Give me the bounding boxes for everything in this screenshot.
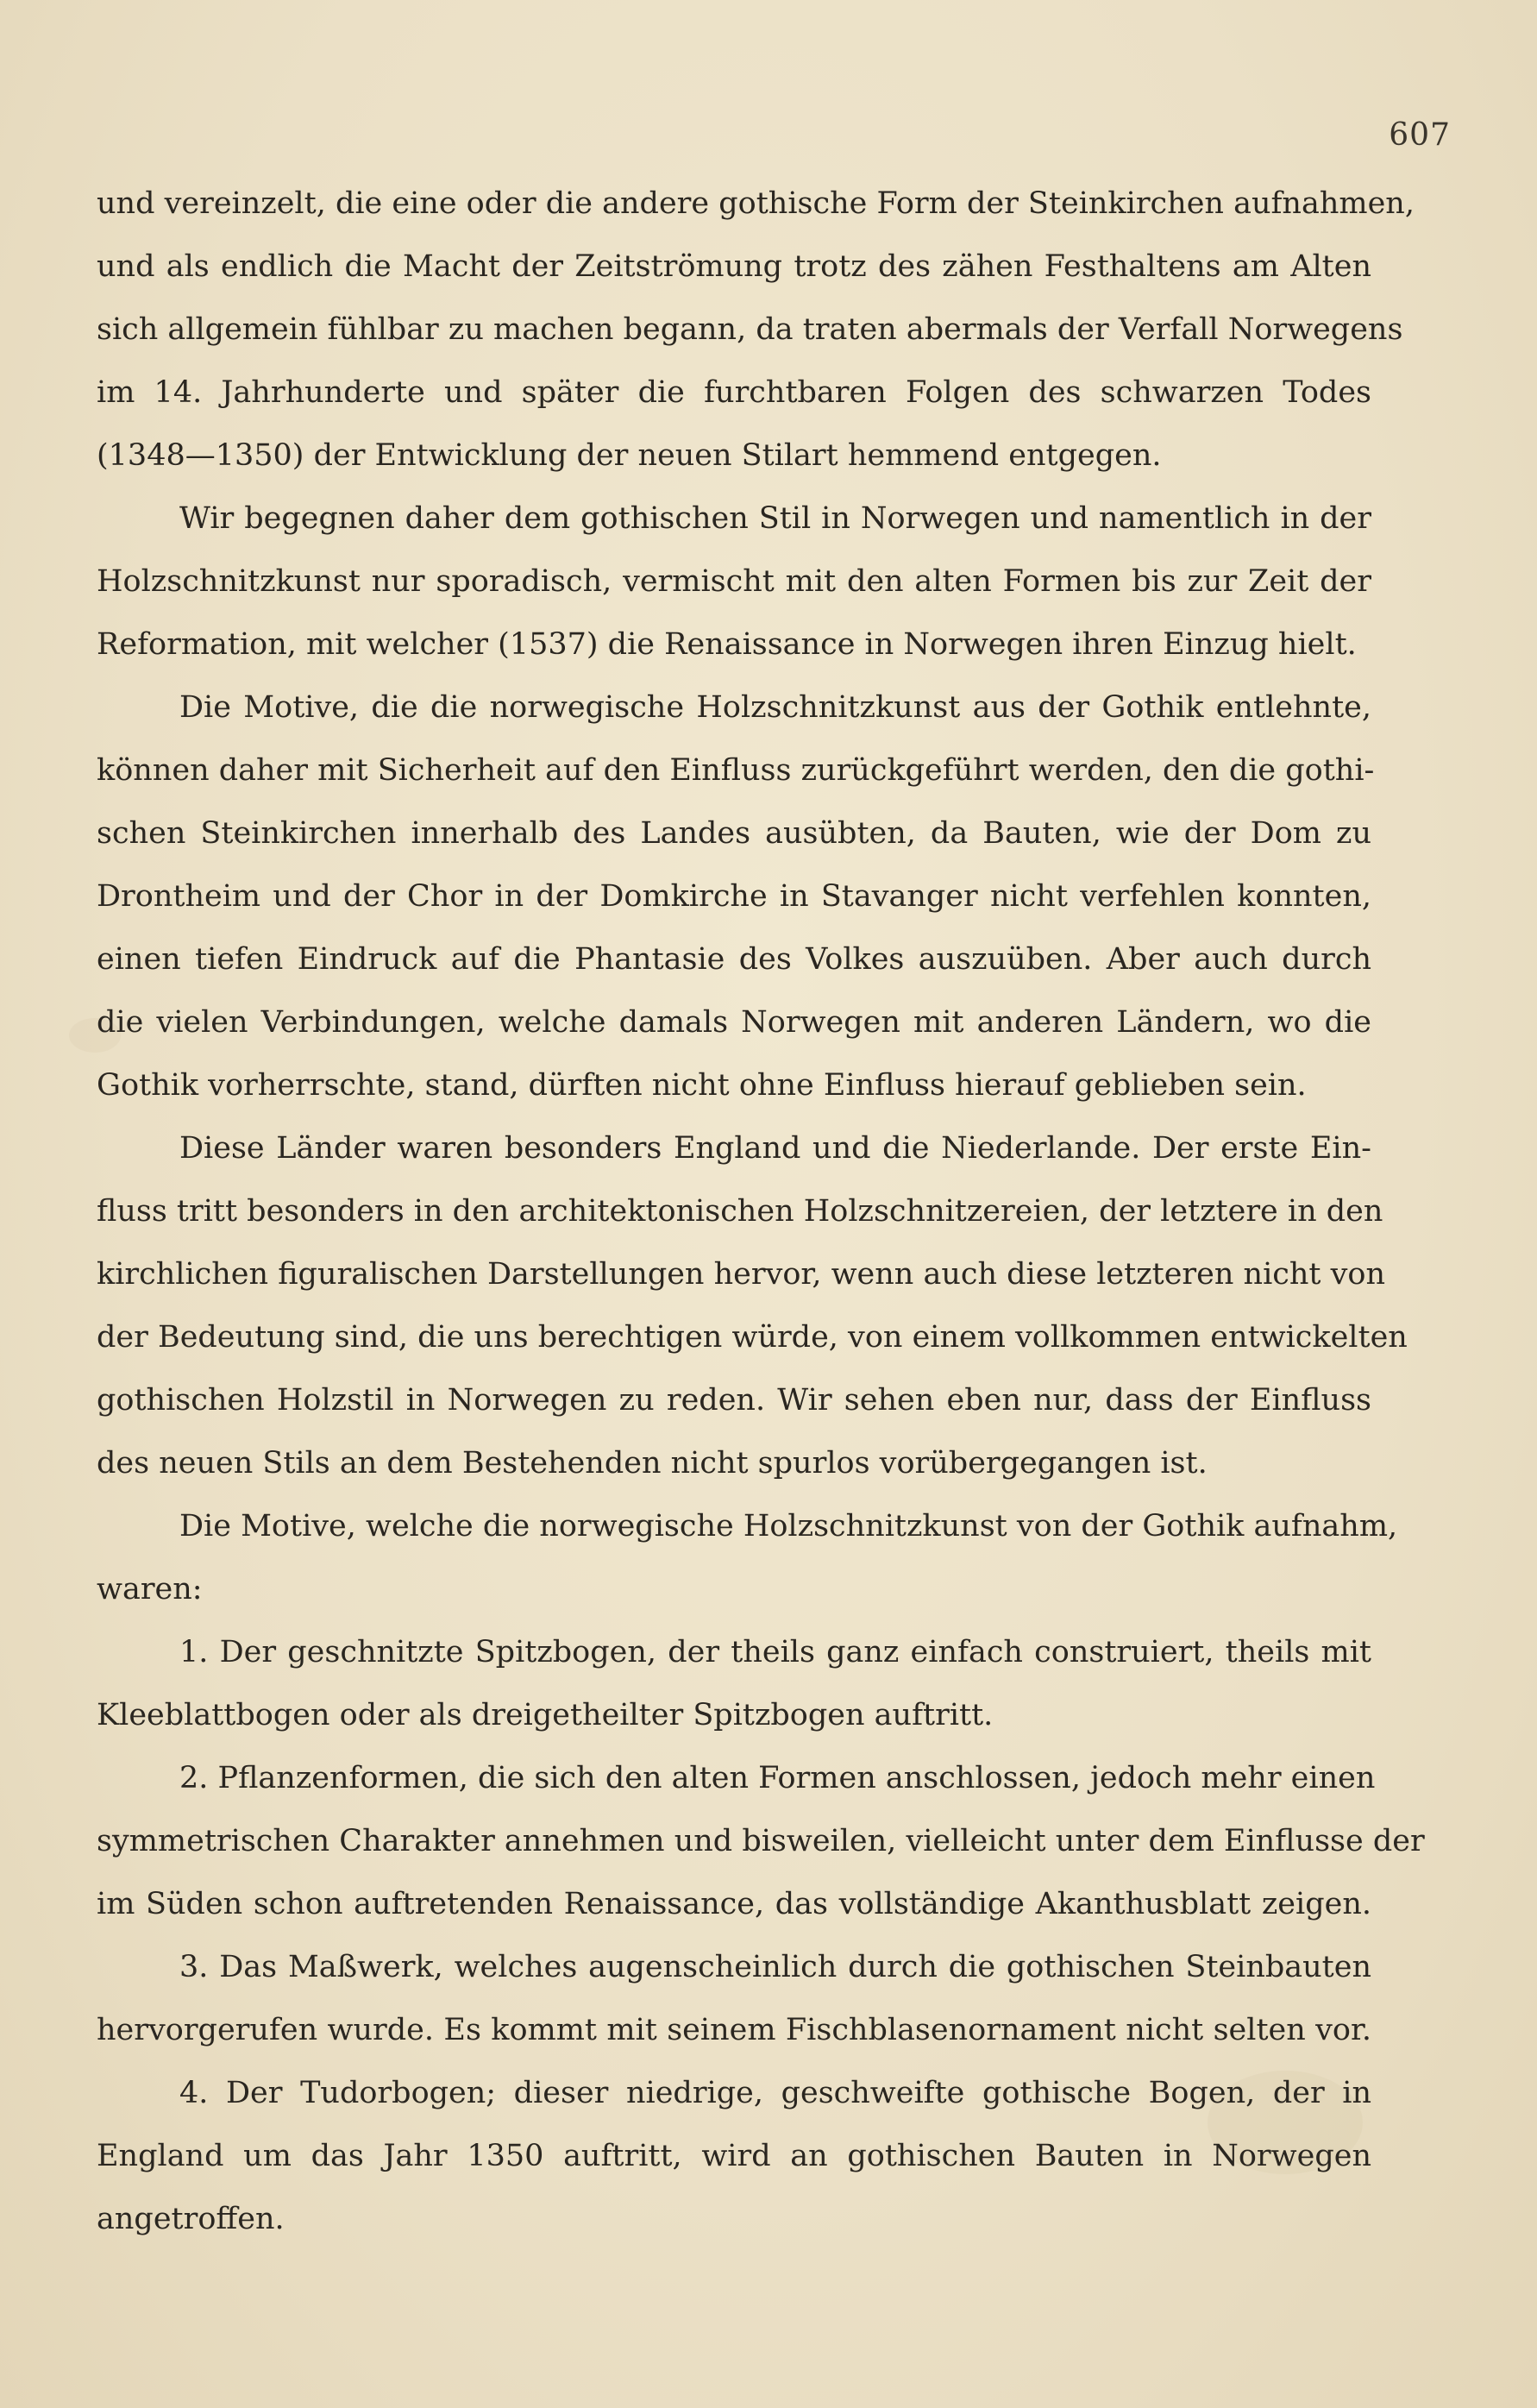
text-line: die vielen Verbindungen, welche damals Norwegen mit anderen Ländern, wo die	[97, 1005, 1371, 1040]
text-line: kirchlichen figuralischen Darstellungen hervor, wenn auch diese letzteren nicht von	[97, 1257, 1385, 1292]
text-line: Drontheim und der Chor in der Domkirche in Stavanger nicht verfehlen konnten,	[97, 879, 1371, 914]
list-item-line: 4. Der Tudorbogen; dieser niedrige, geschweifte gothische Bogen, der in	[179, 2076, 1371, 2110]
list-item-line: Kleeblattbogen oder als dreigetheilter Spitzbogen auftritt.	[97, 1698, 994, 1732]
text-line: schen Steinkirchen innerhalb des Landes ausübten, da Bauten, wie der Dom zu	[97, 816, 1371, 851]
text-line: fluss tritt besonders in den architektonischen Holzschnitzereien, der letztere in den	[97, 1194, 1383, 1229]
text-line: sich allgemein fühlbar zu machen begann, da traten abermals der Verfall Norwegens	[97, 312, 1403, 347]
list-item-line: 1. Der geschnitzte Spitzbogen, der theils ganz einfach construiert, theils mit	[179, 1635, 1371, 1669]
text-line: Gothik vorherrschte, stand, dürften nicht ohne Einfluss hierauf geblieben sein.	[97, 1068, 1307, 1103]
list-item-line: England um das Jahr 1350 auftritt, wird an gothischen Bauten in Norwegen	[97, 2139, 1371, 2173]
text-line: können daher mit Sicherheit auf den Einfluss zurückgeführt werden, den die gothi-	[97, 753, 1375, 788]
text-line: und als endlich die Macht der Zeitströmung trotz des zähen Festhaltens am Alten	[97, 249, 1371, 284]
text-line: Wir begegnen daher dem gothischen Stil in Norwegen und namentlich in der	[179, 501, 1371, 536]
list-item-line: angetroffen.	[97, 2202, 285, 2236]
text-line: einen tiefen Eindruck auf die Phantasie des Volkes auszuüben. Aber auch durch	[97, 942, 1371, 977]
text-line: Holzschnitzkunst nur sporadisch, vermischt mit den alten Formen bis zur Zeit der	[97, 564, 1371, 599]
text-line: waren:	[97, 1572, 203, 1606]
list-item-line: 3. Das Maßwerk, welches augenscheinlich durch die gothischen Steinbauten	[179, 1950, 1371, 1984]
text-line: (1348—1350) der Entwicklung der neuen Stilart hemmend entgegen.	[97, 438, 1162, 473]
text-line: Die Motive, die die norwegische Holzschnitzkunst aus der Gothik entlehnte,	[179, 690, 1371, 725]
text-line: des neuen Stils an dem Bestehenden nicht spurlos vorübergegangen ist.	[97, 1446, 1208, 1481]
text-line: im 14. Jahrhunderte und später die furchtbaren Folgen des schwarzen Todes	[97, 375, 1371, 410]
body-text	[97, 173, 1425, 2251]
text-line: Die Motive, welche die norwegische Holzschnitzkunst von der Gothik aufnahm,	[179, 1509, 1398, 1544]
text-line: der Bedeutung sind, die uns berechtigen würde, von einem vollkommen entwickelten	[97, 1320, 1408, 1355]
text-line: Reformation, mit welcher (1537) die Renaissance in Norwegen ihren Einzug hielt.	[97, 627, 1357, 662]
list-item-line: symmetrischen Charakter annehmen und bisweilen, vielleicht unter dem Einflusse der	[97, 1824, 1425, 1858]
list-item-line: im Süden schon auftretenden Renaissance, das vollständige Akanthusblatt zeigen.	[97, 1887, 1371, 1921]
list-item-line: 2. Pflanzenformen, die sich den alten Formen anschlossen, jedoch mehr einen	[179, 1761, 1376, 1795]
text-line: Diese Länder waren besonders England und die Niederlande. Der erste Ein-	[179, 1131, 1371, 1166]
text-line: und vereinzelt, die eine oder die andere gothische Form der Steinkirchen aufnahmen,	[97, 186, 1415, 221]
list-item-line: hervorgerufen wurde. Es kommt mit seinem Fischblasenornament nicht selten vor.	[97, 2013, 1371, 2047]
page-number: 607	[1389, 117, 1451, 153]
text-line: gothischen Holzstil in Norwegen zu reden. Wir sehen eben nur, dass der Einfluss	[97, 1383, 1371, 1418]
